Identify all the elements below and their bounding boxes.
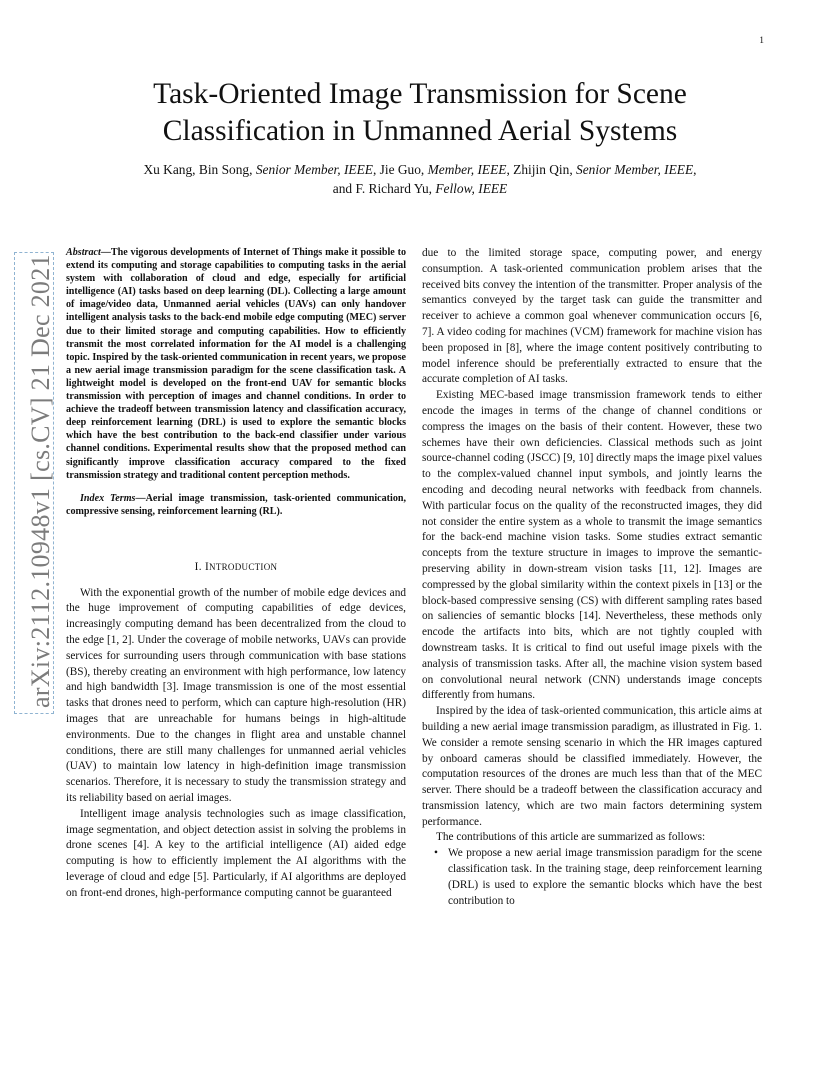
contributions-list: [422, 846, 762, 909]
author-line-2-segment: and F. Richard Yu,: [332, 181, 436, 196]
intro-paragraph-2: Intelligent image analysis technologies such as image classification, image segmentation, and object detection assist in solving the problems in drone scenes [4]. A key to the artificial intelligence (AI) aided edge computing is how to efficiently implement the AI algorithms with the leverage of cloud and edge [5]. Particularly, if AI algorithms are deployed on front-end drones, high-performance computing cannot be guaranteed: [66, 807, 406, 899]
bullet-dot-icon: •: [434, 847, 438, 860]
paper-title: Task-Oriented Image Transmission for Scene Classification in Unmanned Aerial Systems: [153, 78, 687, 147]
abstract-label: Abstract: [66, 247, 101, 258]
author-line-1-segment: , Zhijin Qin,: [506, 162, 577, 177]
section-title-rest: NTRODUCTION: [209, 561, 278, 572]
page-number: 1: [759, 36, 764, 46]
author-line-1-segment: ,: [693, 162, 697, 177]
author-line-1-segment: Member, IEEE: [427, 162, 507, 177]
author-line-1-segment: Xu Kang, Bin Song,: [143, 162, 256, 177]
intro-paragraph-1: With the exponential growth of the number of mobile edge devices and the huge improvement of computing capabilities of edge devices, increasingly computing demand has been decentralized from the cloud to the edge [1, 2]. Under the coverage of mobile networks, UAVs can provide services for surrounding users through communication with base stations (BS), thereby creating an environment with high performance, low latency and high bandwidth [3]. Image transmission is one of the most essential tasks that drones need to perform, which can capture high-resolution (HR) images that are unreachable for humans beings in high-altitude environments. Due to the changes in flight area and unstable channel conditions, there are still many challenges for unmanned aerial vehicles (UAV) to maintain low latency in high-definition image transmission scenarios. Therefore, it is necessary to study the transmission strategy and its reliability based on aerial images.: [66, 586, 406, 805]
intro-paragraph-4: Inspired by the idea of task-oriented communication, this article aims at building a new aerial image transmission paradigm, as illustrated in Fig. 1. We consider a remote sensing scenario in which the HR images captured by onboard cameras should be classified immediately. However, the computation resources of the drones are much less than that of the MEC server. There should be a tradeoff between the classification accuracy and transmission latency, which are two main factors determining system performance.: [422, 705, 762, 828]
abstract-text: —The vigorous developments of Internet of Things make it possible to extend its computing and storage capabilities to computing tasks in the aerial system with collaboration of cloud and edge, especially for artificial intelligence (AI) tasks based on deep learning (DL). Collecting a large amount of image/video data, Unmanned aerial vehicles (UAVs) can only handover intelligent analysis tasks to the back-end mobile edge computing (MEC) server due to their limited storage and computing capabilities. How to efficiently transmit the most correlated information for the AI model is a challenging topic. Inspired by the task-oriented communication in recent years, we propose a new aerial image transmission paradigm for the scene classification task. A lightweight model is developed on the front-end UAV for semantic blocks transmission with perception of images and channel conditions. In order to achieve the tradeoff between transmission latency and classification accuracy, deep reinforcement learning (DRL) is used to explore the semantic blocks which have the best contribution to the back-end classifier under various channel conditions. Experimental results show that the proposed method can significantly improve classification accuracy compared to the fixed transmission strategy and traditional content perception methods.: [66, 247, 406, 481]
index-terms-text: —Aerial image transmission, task-oriented communication, compressive sensing, reinforcement learning (RL).: [66, 492, 406, 517]
left-column: [66, 246, 406, 902]
intro-paragraph-3: Existing MEC-based image transmission framework tends to either encode the images in terms of the change of channel conditions or compress the images on the basis of their content. However, these two schemes have their own deficiencies. Classical methods such as joint source-channel coding (JSCC) [9, 10] directly maps the image pixel values to the complex-valued channel input symbols, and jointly learns the encoding and decoding neural networks with feedback from channels. With particular focus on the quality of the reconstructed images, they did not consider the entire system as a whole to transmit the image semantics for the back-end machine vision tasks. Some studies extract semantic concepts from the texture structure in images to improve the semantic-preserving ability in down-stream vision tasks [11, 12]. Images are compressed by the global similarity within the context pixels in [13] or the block-based compressive sensing (CS) with different sampling rates based on saliencies of semantic blocks [14]. Nevertheless, these methods only encode the artifacts into bits, which are not tightly coupled with downstream tasks. It is critical to find out useful image pixels with the analysis of transmission tasks. After all, the machine vision system based on convolutional neural network (CNN) understands image concepts differently from humans.: [422, 389, 762, 702]
author-line-1: [70, 160, 770, 179]
section-heading-introduction: [66, 560, 406, 576]
author-line-1-segment: , Jie Guo,: [372, 162, 428, 177]
author-line-1-segment: Senior Member, IEEE: [576, 162, 694, 177]
index-terms: [66, 492, 406, 518]
abstract: [66, 246, 406, 482]
author-line-1-segment: Senior Member, IEEE: [255, 162, 373, 177]
index-terms-label: Index Terms: [80, 492, 136, 504]
right-column: [422, 246, 762, 909]
contribution-text: We propose a new aerial image transmission paradigm for the scene classification task. In the training stage, deep reinforcement learning (DRL) is used to explore the semantic blocks which have the best contribution to: [448, 847, 762, 907]
contributions-intro: The contributions of this article are summarized as follows:: [436, 831, 706, 844]
author-line-2-segment: Fellow, IEEE: [435, 181, 508, 196]
author-line-2: [70, 179, 770, 198]
section-title-initial: I: [204, 560, 210, 573]
arxiv-identifier: arXiv:2112.10948v1 [cs.CV] 21 Dec 2021: [26, 254, 55, 708]
contribution-item: [422, 846, 762, 909]
author-list: [70, 160, 770, 198]
section-number: I.: [194, 560, 202, 573]
intro-paragraph-continuation: due to the limited storage space, computing power, and energy consumption. A task-oriented communication problem arises that the received bits convey the intention of the transmitter. Proper analysis of the semantics conveyed by the target task can guide the transmitter and receiver to achieve a common goal whenever communication occurs [6, 7]. A video coding for machines (VCM) framework for machine vision has been proposed in [8], where the image content positively contributing to model inference should be preferentially extracted to ensure that the accurate completion of AI tasks.: [422, 247, 762, 386]
